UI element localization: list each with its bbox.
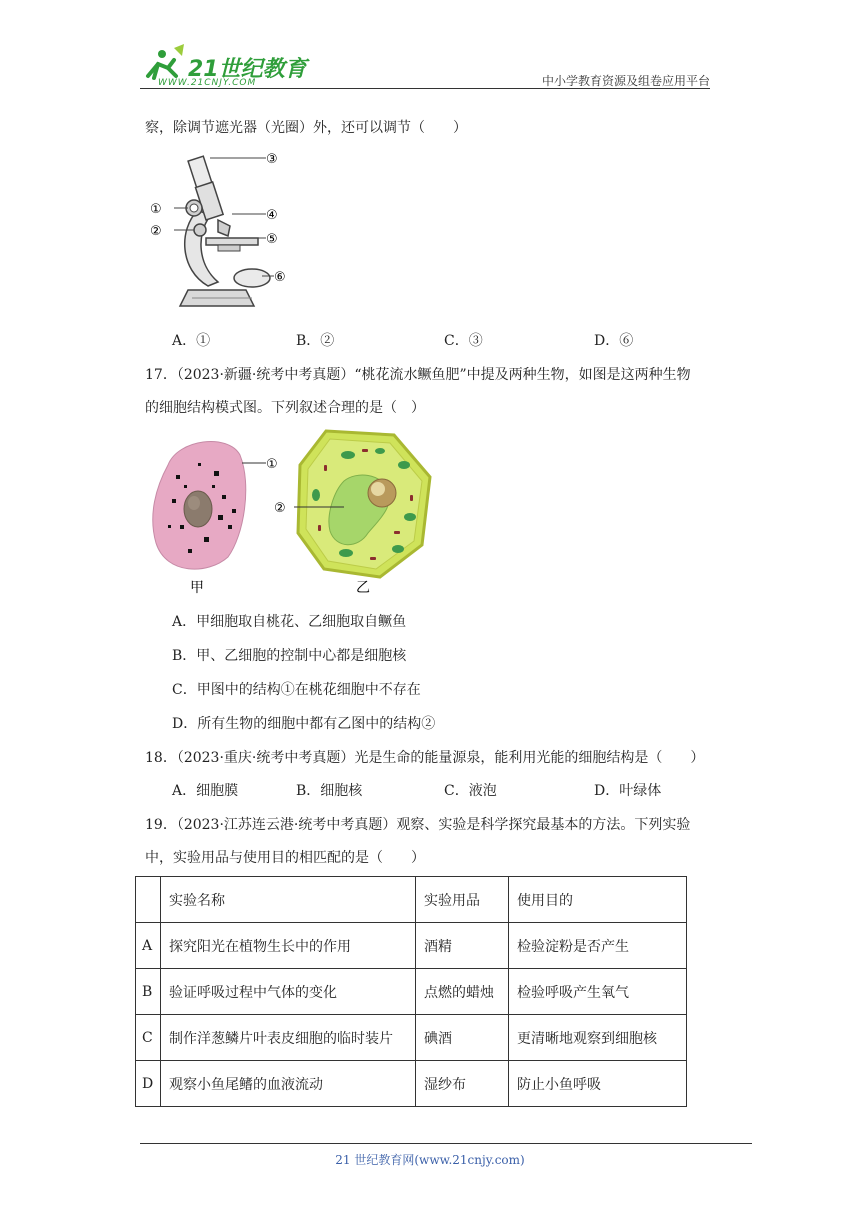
experiment-table	[135, 876, 687, 1107]
q18-option-a[interactable]: A．细胞膜	[172, 783, 239, 799]
table-row	[136, 969, 687, 1015]
table-cell: B	[136, 969, 161, 1015]
table-header-cell: 实验名称	[161, 877, 416, 923]
q16-option-c[interactable]: C．③	[444, 333, 483, 349]
cell-label-2: ②	[274, 501, 286, 516]
q17-option-c[interactable]: C．甲图中的结构①在桃花细胞中不存在	[172, 682, 421, 698]
plant-cell	[274, 431, 430, 577]
table-header-row	[136, 877, 687, 923]
microscope-label-1: ①	[150, 202, 162, 217]
q17-text-line2: 的细胞结构模式图。下列叙述合理的是（ ）	[145, 400, 425, 416]
cell-label-1: ①	[266, 457, 278, 472]
microscope-figure	[148, 150, 298, 315]
q17-option-d[interactable]: D．所有生物的细胞中都有乙图中的结构②	[172, 716, 436, 732]
table-header-cell: 使用目的	[509, 877, 687, 923]
table-cell: 湿纱布	[416, 1061, 509, 1107]
q17-option-b[interactable]: B．甲、乙细胞的控制中心都是细胞核	[172, 648, 407, 664]
q18-option-b[interactable]: B．细胞核	[296, 783, 363, 799]
microscope-label-4: ④	[266, 208, 278, 223]
q18-option-c[interactable]: C．液泡	[444, 783, 497, 799]
caption-jia: 甲	[190, 580, 204, 596]
microscope-label-2: ②	[150, 224, 162, 239]
table-cell: 验证呼吸过程中气体的变化	[161, 969, 416, 1015]
table-cell: 酒精	[416, 923, 509, 969]
table-cell: A	[136, 923, 161, 969]
logo-text: 21世纪教育	[188, 57, 307, 82]
q16-text: 察，除调节遮光器（光圈）外，还可以调节（ ）	[145, 120, 467, 136]
footer-divider	[140, 1143, 752, 1144]
table-cell: 探究阳光在植物生长中的作用	[161, 923, 416, 969]
table-cell: 检验呼吸产生氧气	[509, 969, 687, 1015]
table-row	[136, 923, 687, 969]
cell-figure	[148, 425, 438, 600]
q19-text-line2: 中，实验用品与使用目的相匹配的是（ ）	[145, 850, 425, 866]
table-cell: 观察小鱼尾鳍的血液流动	[161, 1061, 416, 1107]
q18-option-d[interactable]: D．叶绿体	[594, 783, 662, 799]
q17-text-line1: 17．（2023·新疆·统考中考真题）“桃花流水鳜鱼肥”中提及两种生物，如图是这两种生物	[145, 367, 691, 383]
table-cell: 检验淀粉是否产生	[509, 923, 687, 969]
table-cell: 点燃的蜡烛	[416, 969, 509, 1015]
table-cell: 更清晰地观察到细胞核	[509, 1015, 687, 1061]
table-row	[136, 1061, 687, 1107]
q16-option-a[interactable]: A．①	[172, 333, 211, 349]
microscope-label-5: ⑤	[266, 232, 278, 247]
table-cell: C	[136, 1015, 161, 1061]
table-header-cell	[136, 877, 161, 923]
table-cell: 制作洋葱鳞片叶表皮细胞的临时装片	[161, 1015, 416, 1061]
caption-yi: 乙	[356, 580, 370, 596]
q19-text-line1: 19．（2023·江苏连云港·统考中考真题）观察、实验是科学探究最基本的方法。下列实验	[145, 817, 691, 833]
table-cell: D	[136, 1061, 161, 1107]
q17-option-a[interactable]: A．甲细胞取自桃花、乙细胞取自鳜鱼	[172, 614, 407, 630]
footer-link[interactable]: 21 世纪教育网(www.21cnjy.com)	[335, 1153, 525, 1167]
table-row	[136, 1015, 687, 1061]
platform-name: 中小学教育资源及组卷应用平台	[541, 74, 710, 88]
table-cell: 防止小鱼呼吸	[509, 1061, 687, 1107]
microscope-label-6: ⑥	[274, 270, 286, 285]
logo-url: WWW.21CNJY.COM	[158, 78, 257, 88]
animal-cell	[153, 442, 278, 570]
logo	[140, 42, 310, 90]
table-header-cell: 实验用品	[416, 877, 509, 923]
q16-option-d[interactable]: D．⑥	[594, 333, 634, 349]
q16-option-b[interactable]: B．②	[296, 333, 335, 349]
header-divider	[140, 88, 710, 89]
microscope-label-3: ③	[266, 152, 278, 167]
table-cell: 碘酒	[416, 1015, 509, 1061]
q18-text: 18．（2023·重庆·统考中考真题）光是生命的能量源泉，能利用光能的细胞结构是（ ）	[145, 750, 705, 766]
